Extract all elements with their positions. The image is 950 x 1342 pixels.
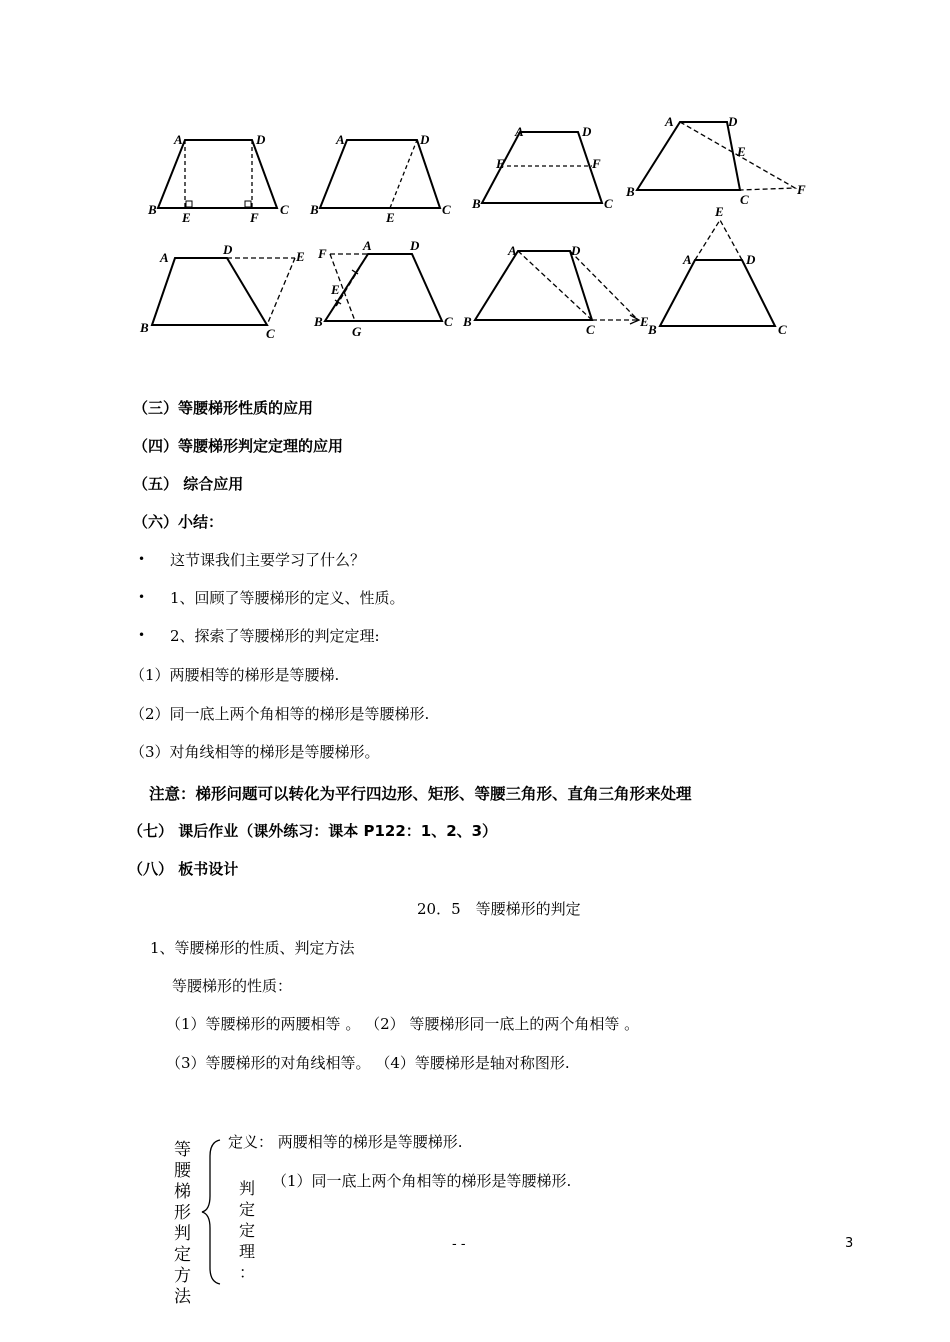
- vertical-char: 定: [239, 1221, 256, 1240]
- svg-text:A: A: [515, 124, 524, 139]
- svg-text:A: A: [160, 250, 169, 265]
- svg-text:C: C: [778, 322, 787, 337]
- vertical-char: 形: [174, 1203, 191, 1223]
- section-four-heading: （四）等腰梯形判定定理的应用: [133, 437, 344, 455]
- section-five-heading: （五） 综合应用: [133, 475, 244, 493]
- svg-text:D: D: [420, 132, 430, 147]
- figure-1: [158, 140, 277, 208]
- svg-text:A: A: [665, 114, 674, 129]
- curly-brace: [200, 1136, 224, 1286]
- theorem-item-2: （2）同一底上两个角相等的梯形是等腰梯形.: [130, 705, 430, 723]
- figure-4: [637, 122, 795, 190]
- svg-text:D: D: [223, 242, 233, 257]
- vertical-char: 理: [239, 1242, 256, 1261]
- svg-text:F: F: [592, 156, 601, 171]
- svg-text:C: C: [444, 314, 453, 329]
- svg-text:G: G: [352, 324, 362, 339]
- svg-text:D: D: [582, 124, 592, 139]
- theorem-condition-1: （1）同一底上两个角相等的梯形是等腰梯形.: [272, 1172, 572, 1190]
- properties-title: 等腰梯形的性质：: [172, 977, 293, 995]
- page-number: 3: [845, 1236, 854, 1251]
- svg-text:E: E: [182, 210, 191, 225]
- svg-text:A: A: [336, 132, 345, 147]
- judgment-methods-vertical-label: [174, 1140, 191, 1308]
- note-text: 注意：梯形问题可以转化为平行四边形、矩形、等腰三角形、直角三角形来处理: [149, 785, 692, 803]
- theorem-item-1: （1）两腰相等的梯形是等腰梯.: [130, 666, 340, 684]
- svg-text:B: B: [626, 184, 635, 199]
- svg-text:A: A: [508, 243, 517, 258]
- trapezoid-figures: [130, 108, 820, 352]
- svg-text:D: D: [410, 238, 420, 253]
- theorem-vertical-label: [239, 1178, 255, 1283]
- svg-text:B: B: [140, 320, 149, 335]
- section-eight-heading: （八） 板书设计: [128, 860, 239, 878]
- svg-text:D: D: [728, 114, 738, 129]
- svg-text:D: D: [256, 132, 266, 147]
- definition-line: 定义： 两腰相等的梯形是等腰梯形.: [228, 1133, 463, 1151]
- vertical-char: 梯: [174, 1182, 191, 1202]
- svg-text:B: B: [148, 202, 157, 217]
- figure-7: [475, 251, 639, 324]
- vertical-char: 定: [239, 1200, 256, 1219]
- svg-text:E: E: [386, 210, 395, 225]
- svg-text:B: B: [310, 202, 319, 217]
- svg-text:F: F: [797, 182, 806, 197]
- svg-text:B: B: [648, 322, 657, 337]
- bullet-dot: •: [138, 628, 146, 642]
- vertical-char: 腰: [174, 1161, 191, 1181]
- svg-text:E: E: [737, 144, 746, 159]
- svg-text:B: B: [463, 314, 472, 329]
- svg-text:A: A: [683, 252, 692, 267]
- vertical-char: 方: [174, 1266, 191, 1286]
- svg-text:C: C: [442, 202, 451, 217]
- vertical-char: 判: [174, 1224, 191, 1244]
- svg-text:D: D: [746, 252, 756, 267]
- svg-text:A: A: [174, 132, 183, 147]
- svg-text:E: E: [496, 156, 505, 171]
- figure-2: [320, 140, 440, 208]
- figure-6: [325, 254, 442, 321]
- svg-text:C: C: [604, 196, 613, 211]
- svg-text:B: B: [314, 314, 323, 329]
- svg-text:E: E: [640, 314, 649, 329]
- properties-3-4: （3）等腰梯形的对角线相等。 （4）等腰梯形是轴对称图形.: [166, 1054, 570, 1072]
- svg-text:C: C: [266, 326, 275, 341]
- svg-text:B: B: [472, 196, 481, 211]
- section-six-heading: （六）小结：: [133, 513, 224, 531]
- bullet-dot: •: [138, 552, 146, 566]
- vertical-char: 定: [174, 1245, 191, 1265]
- summary-point-1: 1、回顾了等腰梯形的定义、性质。: [170, 589, 405, 607]
- section-seven-heading: （七） 课后作业（课外练习：课本 P122：1、2、3）: [128, 822, 498, 840]
- board-heading: 1、等腰梯形的性质、判定方法: [150, 939, 355, 957]
- properties-1-2: （1）等腰梯形的两腰相等 。 （2） 等腰梯形同一底上的两个角相等 。: [166, 1015, 640, 1033]
- figure-5: [152, 258, 295, 325]
- svg-text:F: F: [250, 210, 259, 225]
- section-three-heading: （三）等腰梯形性质的应用: [133, 399, 314, 417]
- bullet-dot: •: [138, 590, 146, 604]
- footer-marker: - -: [452, 1237, 466, 1252]
- vertical-char: ：: [239, 1263, 256, 1282]
- vertical-char: 法: [174, 1287, 191, 1307]
- svg-text:F: F: [318, 246, 327, 261]
- figure-8: [660, 220, 775, 326]
- board-title: 20．5 等腰梯形的判定: [417, 900, 581, 918]
- svg-text:E: E: [296, 249, 305, 264]
- svg-text:D: D: [571, 243, 581, 258]
- vertical-char: 等: [174, 1140, 191, 1160]
- svg-text:E: E: [715, 204, 724, 219]
- summary-point-2: 2、探索了等腰梯形的判定定理:: [170, 627, 380, 645]
- summary-question: 这节课我们主要学习了什么？: [170, 551, 366, 569]
- svg-text:C: C: [280, 202, 289, 217]
- svg-text:E: E: [331, 282, 340, 297]
- svg-text:C: C: [586, 322, 595, 337]
- vertical-char: 判: [239, 1179, 256, 1198]
- theorem-item-3: （3）对角线相等的梯形是等腰梯形。: [130, 743, 380, 761]
- svg-text:C: C: [740, 192, 749, 207]
- svg-text:A: A: [363, 238, 372, 253]
